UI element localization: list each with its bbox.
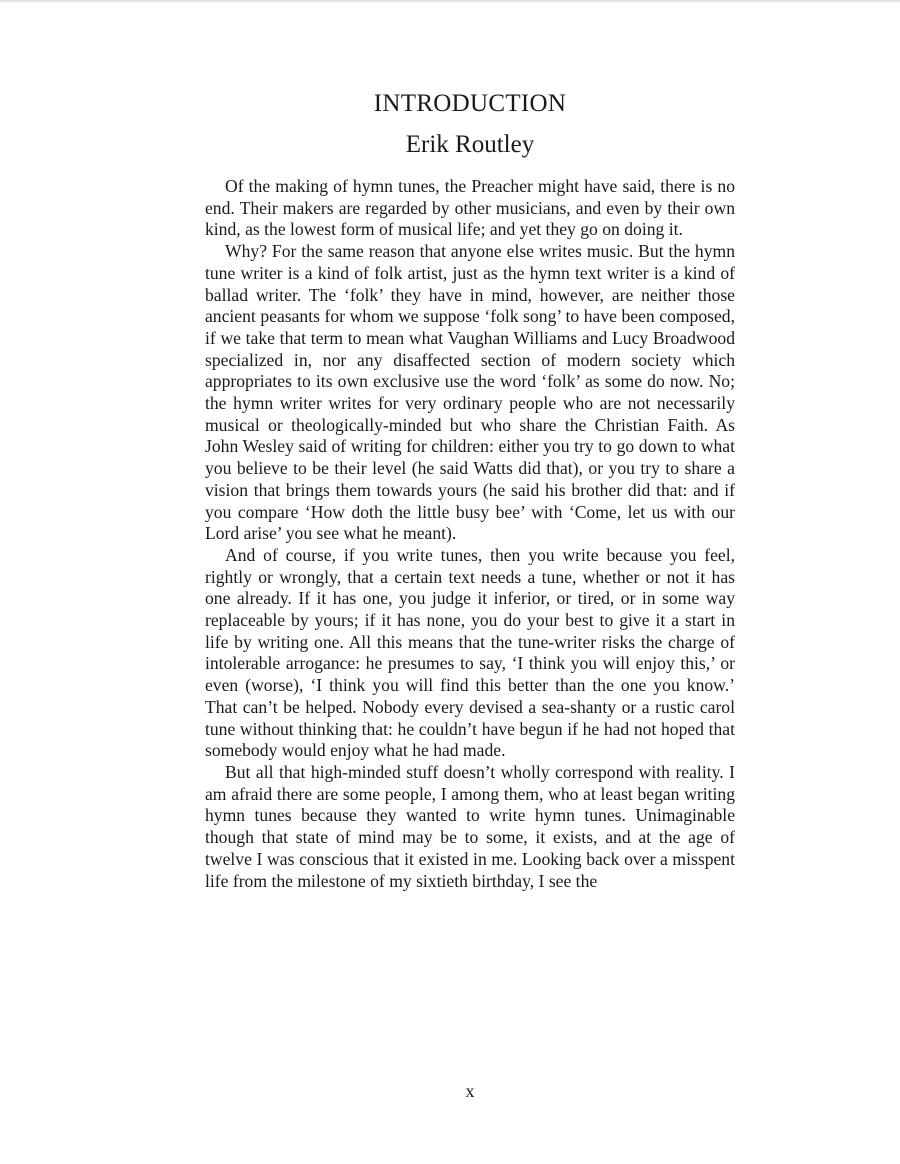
paragraph: And of course, if you write tunes, then you write because you feel, rightly or wrongly, that a certain text needs a tune, whether or not it has one already. If it has one, you judge it inferior, or tired, or in some way replaceable by yours; if it has none, you do your best to give it a start in life by writing one. All this means that the tune-writer risks the charge of intolerable arrogance: he presumes to say, ‘I think you will enjoy this,’ or even (worse), ‘I think you will find this better than the one you know.’ That can’t be helped. Nobody every devised a sea-shanty or a rustic carol tune without thinking that: he couldn’t have begun if he had not hoped that somebody would enjoy what he had made. [205,544,735,761]
body-text [205,176,735,892]
page-number: x [465,1081,475,1101]
chapter-title: INTRODUCTION [373,90,567,117]
paragraph: Of the making of hymn tunes, the Preacher might have said, there is no end. Their makers are regarded by other musicians, and even by their own kind, as the lowest form of musical life; and yet they go on doing it. [205,176,735,240]
author-name: Erik Routley [405,131,535,158]
paragraph: Why? For the same reason that anyone else writes music. But the hymn tune writer is a kind of folk artist, just as the hymn text writer is a kind of ballad writer. The ‘folk’ they have in mind, however, are neither those ancient peasants for whom we suppose ‘folk song’ to have been composed, if we take that term to mean what Vaughan Williams and Lucy Broadwood specialized in, nor any disaffected section of modern society which appropriates to its own exclusive use the word ‘folk’ as some do now. No; the hymn writer writes for very ordinary people who are not necessarily musical or theologically-minded but who share the Christian Faith. As John Wesley said of writing for children: either you try to go down to what you believe to be their level (he said Watts did that), or you try to share a vision that brings them towards yours (he said his brother did that: and if you compare ‘How doth the little busy bee’ with ‘Come, let us with our Lord arise’ you see what he meant). [205,241,735,544]
paragraph: But all that high-minded stuff doesn’t wholly correspond with reality. I am afraid there are some people, I among them, who at least began writing hymn tunes because they wanted to write hymn tunes. Unimaginable though that state of mind may be to some, it exists, and at the age of twelve I was conscious that it existed in me. Looking back over a misspent life from the milestone of my sixtieth birthday, I see the [205,761,735,891]
scan-edge [0,0,900,3]
